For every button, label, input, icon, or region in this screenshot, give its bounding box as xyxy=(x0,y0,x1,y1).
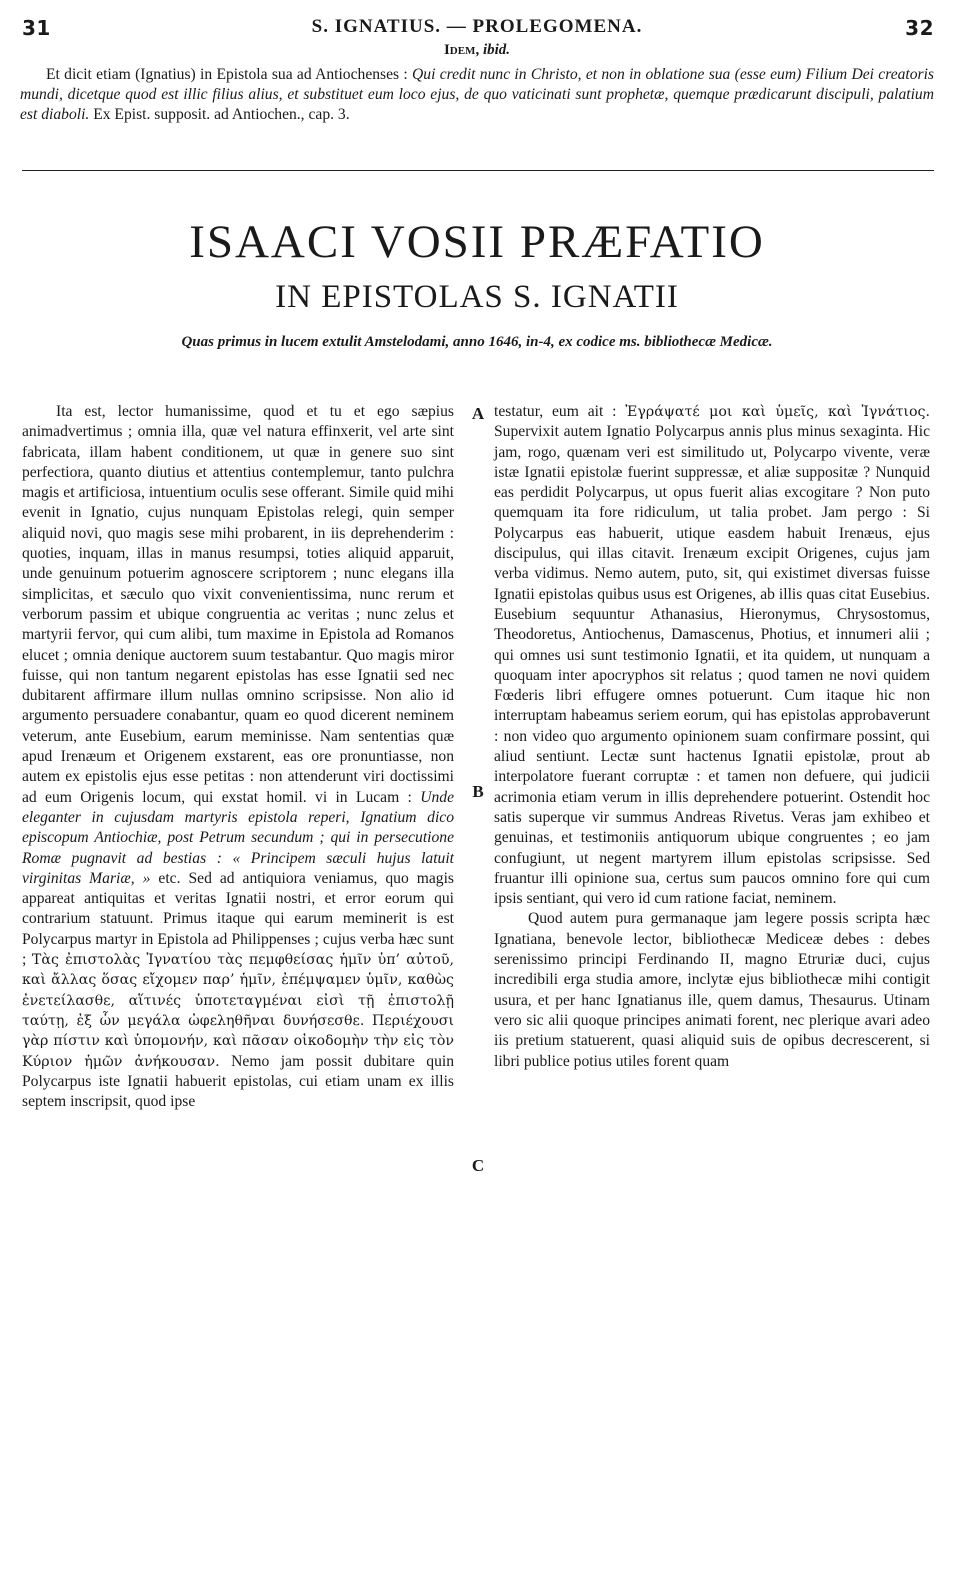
margin-marker-c: C xyxy=(471,1156,485,1175)
source-note: Quas primus in lucem extulit Amstelodami, anno 1646, in-4, ex codice ms. bibliothecæ Medicæ. xyxy=(181,334,773,350)
epigraph-reference xyxy=(18,42,936,59)
epigraph-quote: Qui credit nunc in Christo, et non in oblatione sua (esse eum) Filium Dei creatoris mundi, dicetque quod est illic filius alius, et substituet eum loco ejus, de quo vaticinati sunt prophetæ, quemque prædicarunt discipuli, palatium est diaboli. xyxy=(20,66,935,123)
epigraph-lead: Et dicit etiam (Ignatius) in Epistola sua ad Antiochenses : xyxy=(46,66,413,83)
origen-quote: Unde eleganter in cujusdam martyris epistola reperi, Ignatium dico episcopum Antiochiæ, post Petrum secundum ; qui in persecutione Romæ pugnavit ad bestias : « Principem sæculi hujus latuit virginitas Mariæ, » xyxy=(22,788,454,887)
section-divider xyxy=(22,170,934,171)
epigraph-paragraph xyxy=(20,65,934,125)
epigraph-source: Ex Epist. supposit. ad Antiochen., cap. 3. xyxy=(89,106,350,123)
main-title: ISAACI VOSII PRÆFATIO xyxy=(189,216,765,268)
left-column xyxy=(22,402,454,1112)
page-number-left: 31 xyxy=(22,16,51,40)
running-title: S. IGNATIUS. — PROLEGOMENA. xyxy=(311,16,643,37)
left-paragraph xyxy=(22,402,454,1112)
greek-ignatius-quote: Ἐγράψατέ μοι καὶ ὑμεῖς, καὶ Ἰγνάτιος. xyxy=(625,404,930,420)
running-head xyxy=(18,10,936,40)
sub-title: IN EPISTOLAS S. IGNATII xyxy=(275,279,679,315)
right-text-1: Supervixit autem Ignatio Polycarpus annis plus minus sexaginta. Hic jam, rogo, quænam veri est similitudo ut, Polycarpo vivente, veræ istæ Ignatii epistolæ fuerint suppressæ, et aliæ suppositæ ? Nunquid eas perdidit Polycarpus, ut opus fuerit alias excogitare ? Non puto quemquam ita fore ridiculum, ut talia probet. Jam pergo : Si Polycarpus eas habuerit, utique easdem habuit Irenæus, ejus discipulus, qui illas citavit. Irenæum excipit Origenes, cujus jam verba vidimus. Nemo autem, puto, sit, qui existimet diversas fuisse Ignatii epistolas quibus usus est Origenes, ab illis quas citat Eusebius. Eusebium sequuntur Athanasius, Hieronymus, Chrysostomus, Theodoretus, Antiochenus, Damascenus, Photius, et innumeri alii ; qui omnes usi sunt testimonio Ignatii, et ita quidem, ut nunquam a quoquam inter apocryphos sit relatus ; quod tamen ne novi quidem Fœderis libri effugere omnes potuerunt. Cum itaque hic non interruptam habeamus seriem eorum, qui has epistolas approbaverunt : non video quo argumento opinionem suam confirmare possint, qui aliud sentiunt. Lectæ sunt hactenus Ignatii epistolæ, prout ab interpolatore fuerant corruptæ : et tamen non defuere, qui judicii acrimonia etiam verum in illis deprehendere potuerint. Ostendit hoc satis superque vir summus Andreas Rivetus. Veras jam exhibeo et genuinas, et testimoniis antiquorum ubique congruentes ; eo jam confugiunt, ut negent martyrem illum epistolas scripsisse. Sed fruantur illi opinione sua, certus sum paucos omnino fore qui cum ipsis sentiant, qui vero id cum ratione faciat, neminem. xyxy=(494,423,930,908)
right-text-start: testatur, eum ait : xyxy=(494,403,626,420)
margin-marker-a: A xyxy=(471,404,485,423)
idem-word: Idem, xyxy=(443,42,480,58)
right-paragraph-2: Quod autem pura germanaque jam legere possis scripta hæc Ignatiana, benevole lector, bibliothecæ Mediceæ debes : debes serenissimo principi Ferdinando II, magno Etruriæ duci, cujus incredibili erga studia amore, inclytæ ejus bibliothecæ mihi contigit usura, et per hanc Ignatianus ille, quem damus, Thesaurus. Utinam vero sic alii quoque principes animati forent, nec plerique avari adeo iis pretium statuerent, quasi aliquid suis de opibus decrescerent, si libri publice potius utiles forent quam xyxy=(494,910,930,1070)
left-text-1: Ita est, lector humanissime, quod et tu et ego sæpius animadvertimus ; omnia illa, quæ vel natura effinxerit, vel arte sint fabricata, illam habent conditionem, ut quæ in genere suo sint perfectiora, quanto diutius et attentius contemplemur, tanto pulchra magis et artificiosa, intuentium oculis sese offerant. Simile quid mihi evenit in Ignatio, cujus nunquam Epistolas relegi, quin semper aliquid novi, quo magis sese mihi probarent, in iis deprehenderim : quoties, inquam, illas in manus resumpsi, toties aliquid apparuit, unde genuinum potuerim agnoscere scriptorem ; nunc elegans illa simplicitas, et sæculo quo vixit convenientissima, nunc rerum et verborum passim et ubique congruentia ac veritas ; nunc zelus et martyrii fervor, qui cum alibi, tum maxime in Epistola ad Romanos elucet ; omnia denique auctorem suum testabantur. Quo magis miror fuisse, qui non tantum negarent epistolas has esse Ignatii sed nec dubitarent affirmare illum nullas omnino scripsisse. Non alio id argumento persuadere conabantur, quam eo quod dicerent neminem veterum, ante Eusebium, earum meminisse. Nam sententias quæ apud Irenæum et Origenem exstarent, eas ore pronuntiasse, non autem ex epistolis ejus esse petitas : non attenderunt viri doctissimi ad eum Origenis locum, qui exstat homil. vi in Lucam : xyxy=(22,403,454,806)
margin-marker-b: B xyxy=(472,782,484,801)
book-page xyxy=(18,10,936,1560)
left-text-2: etc. Sed ad antiquiora veniamus, quo magis appareat antiquitas et veritas Ignatii nostri, et error eorum qui contrarium statuunt. Primus itaque qui earum meminerit is est Polycarpus martyr in Epistola ad Philippenses ; cujus verba hæc sunt ; xyxy=(22,869,455,969)
right-paragraph-1 xyxy=(494,402,930,909)
idem-ref: ibid. xyxy=(482,42,511,58)
greek-polycarp-quote: Τὰς ἐπιστολὰς Ἰγνατίου τὰς πεμφθείσας ἡμῖν ὑπ’ αὐτοῦ, καὶ ἄλλας ὅσας εἴχομεν παρ’ ἡμῖν, ἐπέμψαμεν ὑμῖν, καθὼς ἐνετείλασθε, αἵτινές ὑποτεταγμέναι εἰσὶ τῇ ἐπιστολῇ ταύτῃ, ἐξ ὧν μεγάλα ὠφεληθῆναι δυνήσεσθε. Περιέχουσι γὰρ πίστιν καὶ ὑπομονήν, καὶ πᾶσαν οἰκοδομὴν τὴν εἰς τὸν Κύριον ἡμῶν ἀνήκουσαν. xyxy=(22,952,454,1070)
right-column xyxy=(494,402,930,1072)
page-number-right: 32 xyxy=(905,16,934,40)
left-text-3: Nemo jam possit dubitare quin Polycarpus iste Ignatii habuerit epistolas, cui etiam unam ex illis septem inscripsit, quod ipse xyxy=(22,1052,454,1111)
